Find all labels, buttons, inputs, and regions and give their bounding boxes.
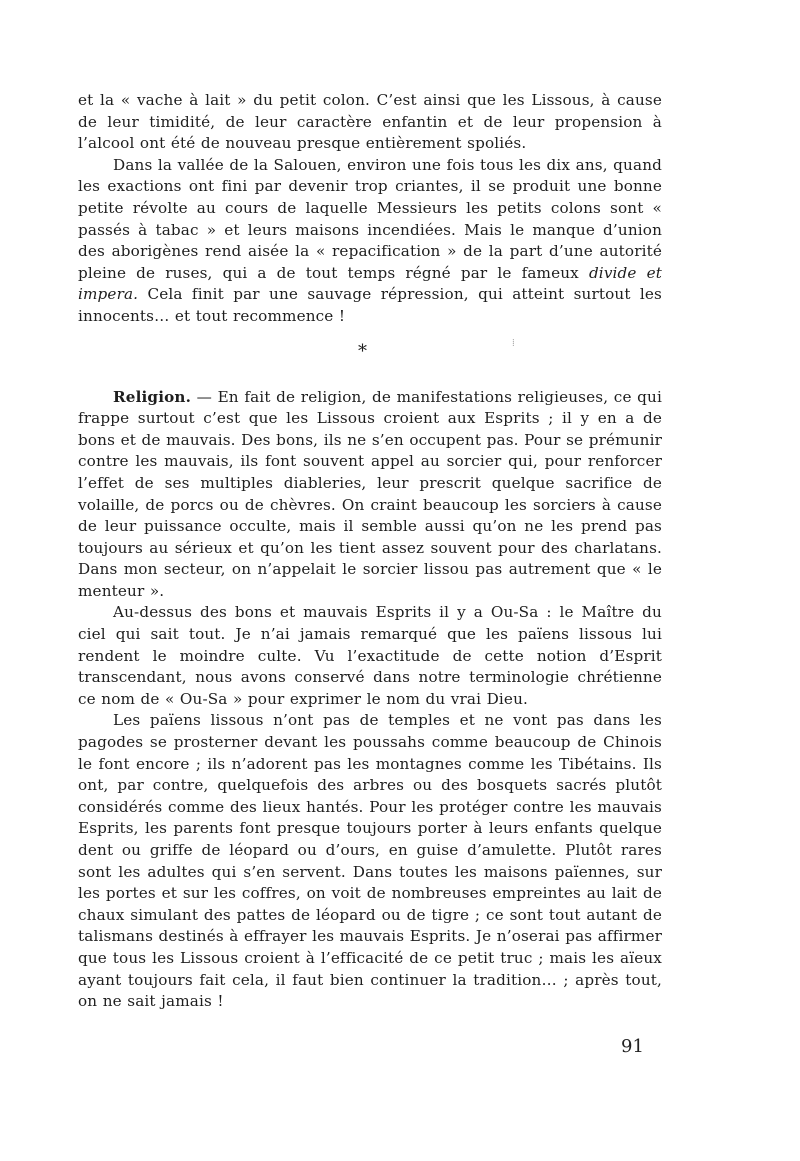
paragraph-ou-sa: Au-dessus des bons et mauvais Esprits il y a Ou-Sa : le Maître du ciel qui sait tout. Je n’ai jamais remarqué que les païens lissous lui rendent le moindre culte. Vu l’exactitude de cette notion d’Esprit transcendant, nous avons conservé dans notre terminologie chrétienne ce nom de « Ou-Sa » pour exprimer le nom du vrai Dieu.	[78, 603, 662, 708]
page-body	[78, 90, 662, 1013]
section-separator	[78, 328, 662, 387]
paragraph-text: — En fait de religion, de manifestations religieuses, ce qui frappe surtout c’est que les Lissous croient aux Esprits ; il y en a de bons et de mauvais. Des bons, ils ne s’en occupent pas. Pour se prémunir contre les mauvais, ils font souvent appel au sorcier qui, pour renforcer l’effet de ses multiples diableries, leur prescrit quelque sacrifice de volaille, de porcs ou de chèvres. On craint beaucoup les sorciers à cause de leur puissance occulte, mais il semble aussi qu’on ne les prend pas toujours au sérieux et qu’on les tient assez souvent pour des charlatans. Dans mon secteur, on n’appelait le sorcier lissou pas autrement que « le menteur ».	[78, 387, 662, 600]
print-speck: ⁞	[512, 337, 515, 349]
page-number: 91	[621, 1036, 644, 1057]
asterisk-ornament: *	[358, 340, 367, 362]
paragraph-salouen-revolt	[78, 155, 662, 328]
latin-phrase: divide et impera.	[78, 263, 662, 304]
paragraph-temples-amulets: Les païens lissous n’ont pas de temples et ne vont pas dans les pagodes se prosterner devant les poussahs comme beaucoup de Chinois le font encore ; ils n’adorent pas les montagnes comme les Tibétains. Ils ont, par contre, quelquefois des arbres ou des bosquets sacrés plutôt considérés comme des lieux hantés. Pour les protéger contre les mauvais Esprits, les parents font presque toujours porter à leurs enfants quelque dent ou griffe de léopard ou d’ours, en guise d’amulette. Plutôt rares sont les adultes qui s’en servent. Dans toutes les maisons païennes, sur les portes et sur les coffres, on voit de nombreuses empreintes au lait de chaux simulant des pattes de léopard ou de tigre ; ce sont tout autant de talismans destinés à effrayer les mauvais Esprits. Je n’oserai pas affirmer que tous les Lissous croient à l’efficacité de ce petit truc ; mais les aïeux ayant toujours fait cela, il faut bien continuer la tradition… ; après tout, on ne sait jamais !	[78, 711, 662, 1011]
section-heading-religion: Religion.	[113, 387, 192, 406]
paragraph-continuation: et la « vache à lait » du petit colon. C’est ainsi que les Lissous, à cause de leur timidité, de leur caractère enfantin et de leur propension à l’alcool ont été de nouveau presque entièrement spoliés.	[78, 91, 662, 153]
paragraph-text: Cela finit par une sauvage répression, qui atteint surtout les innocents… et tout recommence !	[78, 285, 662, 325]
paragraph-text: Dans la vallée de la Salouen, environ une fois tous les dix ans, quand les exactions ont fini par devenir trop criantes, il se produit une bonne petite révolte au cours de laquelle Messieurs les petits colons sont « passés à tabac » et leurs maisons incendiées. Mais le manque d’union des aborigènes rend aisée la « repacification » de la part d’une autorité pleine de ruses, qui a de tout temps régné par le fameux	[78, 155, 662, 282]
paragraph-religion	[78, 387, 662, 603]
